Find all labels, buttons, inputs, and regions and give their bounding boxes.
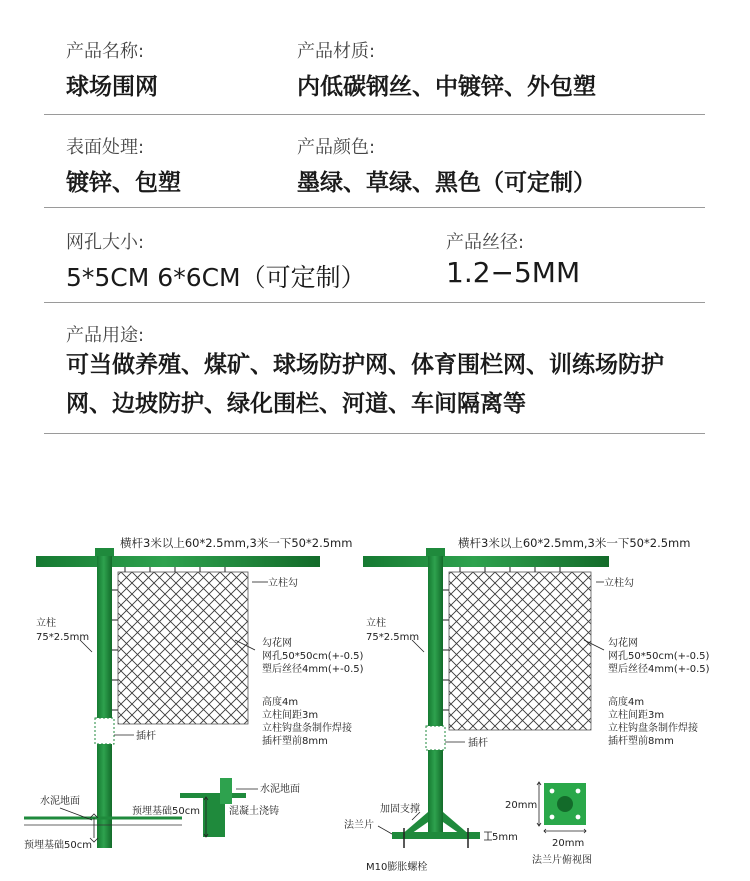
left-post-spec: 75*2.5mm — [36, 632, 90, 643]
spec-mesh-value: 5*5CM 6*6CM（可定制） — [66, 263, 366, 292]
left-top-bar-label: 横杆3米以上60*2.5mm,3米一下50*2.5mm — [120, 536, 353, 550]
left-h-1: 高度4m — [262, 697, 299, 708]
right-thickness-label: 5mm — [492, 832, 518, 843]
right-flange-view-label: 法兰片俯视图 — [532, 855, 592, 866]
spec-name-label: 产品名称: — [66, 41, 145, 62]
left-inset-concrete: 混凝土浇铸 — [229, 806, 279, 817]
right-flange-top-view — [537, 782, 586, 833]
right-post-spec: 75*2.5mm — [366, 632, 420, 643]
spec-surface-value: 镀锌、包塑 — [66, 170, 181, 196]
spec-mesh-label: 网孔大小: — [66, 232, 145, 253]
right-flange — [392, 832, 480, 839]
spec-name-value: 球场围网 — [66, 74, 158, 100]
right-top-bar-label: 横杆3米以上60*2.5mm,3米一下50*2.5mm — [458, 536, 691, 550]
right-flange-label: 法兰片 — [344, 820, 374, 831]
left-top-bar — [36, 556, 320, 567]
left-mesh-1: 勾花网 — [262, 638, 292, 649]
right-diagram — [344, 536, 710, 873]
right-bolt-label: M10膨胀螺栓 — [366, 862, 428, 873]
left-post-label: 立柱 — [36, 618, 56, 629]
left-post — [97, 556, 112, 848]
spec-material-label: 产品材质: — [297, 41, 376, 62]
left-inset-found: 预埋基础50cm — [132, 806, 200, 817]
left-mesh-2: 网孔50*50cm(+-0.5) — [262, 651, 364, 662]
right-mesh-1: 勾花网 — [608, 638, 638, 649]
left-h-4: 插杆塑前8mm — [262, 736, 328, 747]
left-inset-ground: 水泥地面 — [260, 784, 300, 795]
right-hook-label: 立柱勾 — [604, 578, 634, 589]
spec-surface-label: 表面处理: — [66, 137, 145, 158]
left-post-cap — [95, 548, 114, 557]
left-h-3: 立柱钩盘条制作焊接 — [262, 723, 352, 734]
left-mesh-3: 塑后丝径4mm(+-0.5) — [262, 664, 364, 675]
right-top-bar — [363, 556, 609, 567]
right-mesh-3: 塑后丝径4mm(+-0.5) — [608, 664, 710, 675]
spec-wire-value: 1.2−5MM — [446, 256, 581, 289]
right-post-cap — [426, 548, 445, 557]
left-h-2: 立柱间距3m — [262, 710, 319, 721]
spec-wire-label: 产品丝径: — [446, 232, 525, 253]
spec-color-label: 产品颜色: — [297, 137, 376, 158]
right-h-2: 立柱间距3m — [608, 710, 665, 721]
left-ground-label: 水泥地面 — [40, 796, 80, 807]
right-h-1: 高度4m — [608, 697, 645, 708]
left-mesh — [118, 572, 248, 724]
spec-usage-label: 产品用途: — [66, 325, 145, 346]
left-hook-label: 立柱勾 — [268, 578, 298, 589]
right-h-4: 插杆塑前8mm — [608, 736, 674, 747]
left-diagram — [24, 536, 364, 851]
right-insert-label: 插杆 — [468, 738, 488, 749]
right-post-label: 立柱 — [366, 618, 386, 629]
left-foundation-label: 预埋基础50cm — [24, 840, 92, 851]
right-post — [428, 556, 443, 832]
right-dim-v: 20mm — [505, 800, 538, 811]
spec-color-value: 墨绿、草绿、黑色（可定制） — [297, 170, 596, 196]
right-mesh-2: 网孔50*50cm(+-0.5) — [608, 651, 710, 662]
right-insert-ring — [426, 726, 445, 750]
spec-usage-value: 可当做养殖、煤矿、球场防护网、体育围栏网、训练场防护网、边坡防护、绿化围栏、河道、车间隔离等 — [66, 352, 664, 417]
right-brace-label: 加固支撑 — [380, 804, 420, 815]
right-dim-h: 20mm — [552, 838, 585, 849]
right-h-3: 立柱钩盘条制作焊接 — [608, 723, 698, 734]
right-mesh — [449, 572, 591, 730]
spec-material-value: 内低碳钢丝、中镀锌、外包塑 — [297, 74, 596, 100]
left-insert-label: 插杆 — [136, 731, 156, 742]
left-insert-ring — [95, 718, 114, 744]
